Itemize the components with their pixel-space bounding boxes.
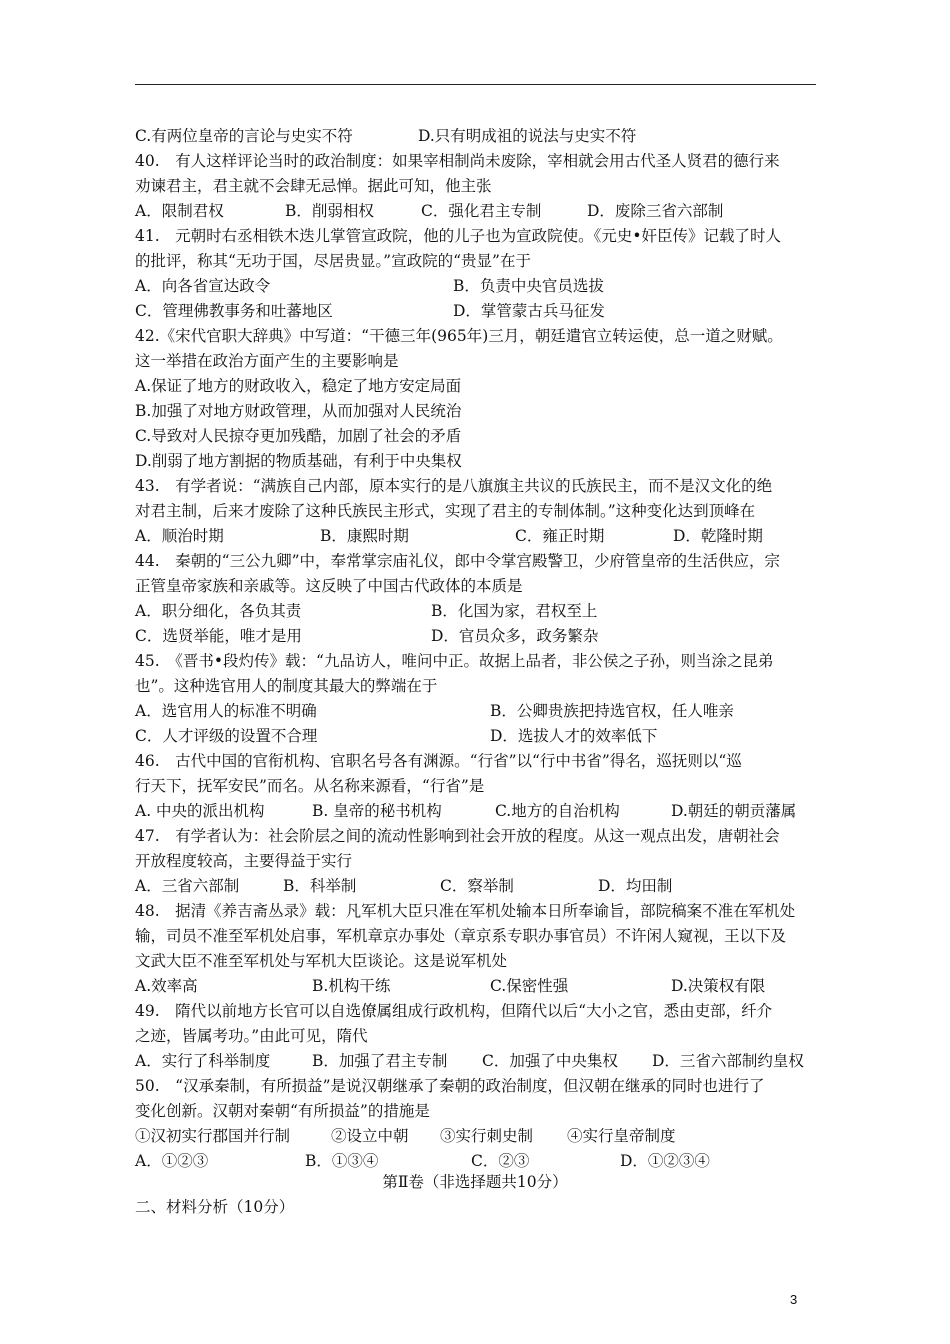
text-line: 47. 有学者认为：社会阶层之间的流动性影响到社会开放的程度。从这一观点出发，唐朝社会 bbox=[135, 827, 780, 845]
answer-option: A．实行了科举制度 bbox=[135, 1052, 271, 1070]
header-rule bbox=[135, 84, 816, 85]
answer-option: ②设立中朝 bbox=[331, 1127, 409, 1145]
answer-option: D.只有明成祖的说法与史实不符 bbox=[418, 127, 637, 145]
answer-option: C．选贤举能，唯才是用 bbox=[135, 627, 302, 645]
answer-option: A．三省六部制 bbox=[135, 877, 240, 895]
text-line: 49. 隋代以前地方长官可以自选僚属组成行政机构，但隋代以后“大小之官，悉由吏部，纤介 bbox=[135, 1002, 773, 1020]
answer-option: ①汉初实行郡国并行制 bbox=[135, 1127, 291, 1145]
answer-option: D．乾隆时期 bbox=[673, 527, 763, 545]
text-line: C.导致对人民掠夺更加残酷，加剧了社会的矛盾 bbox=[135, 427, 462, 445]
answer-option: B．负责中央官员选拔 bbox=[453, 277, 604, 295]
text-line: 46. 古代中国的官衔机构、官职名号各有渊源。“行省”以“行中书省”得名，巡抚则以“巡 bbox=[135, 752, 742, 770]
answer-option: A．①②③ bbox=[135, 1152, 209, 1170]
answer-option: D．掌管蒙古兵马征发 bbox=[453, 302, 605, 320]
answer-option: B．科举制 bbox=[283, 877, 357, 895]
answer-option: B．公卿贵族把持选官权，任人唯亲 bbox=[490, 702, 734, 720]
answer-option: C．人才评级的设置不合理 bbox=[135, 727, 318, 745]
answer-option: C．加强了中央集权 bbox=[482, 1052, 618, 1070]
answer-option: B．加强了君主专制 bbox=[312, 1052, 448, 1070]
answer-option: B.机构干练 bbox=[312, 977, 391, 995]
text-line: 44. 秦朝的“三公九卿”中，奉常掌宗庙礼仪，郎中令掌宫殿警卫，少府管皇帝的生活供应，宗 bbox=[135, 552, 781, 570]
text-line: 50. “汉承秦制，有所损益”是说汉朝继承了秦朝的政治制度，但汉朝在继承的同时也进行了 bbox=[135, 1077, 765, 1095]
text-line: 对君主制，后来才废除了这种氏族民主形式，实现了君主的专制体制。”这种变化达到顶峰在 bbox=[135, 502, 756, 520]
answer-option: D．①②③④ bbox=[620, 1152, 710, 1170]
text-line: 正管皇帝家族和亲戚等。这反映了中国古代政体的本质是 bbox=[135, 577, 523, 595]
answer-option: A．选官用人的标准不明确 bbox=[135, 702, 317, 720]
answer-option: B．①③④ bbox=[305, 1152, 379, 1170]
text-line: 变化创新。汉朝对秦朝“有所损益”的措施是 bbox=[135, 1102, 430, 1120]
answer-option: D．废除三省六部制 bbox=[587, 202, 724, 220]
text-line: 文武大臣不准至军机处与军机大臣谈论。这是说军机处 bbox=[135, 952, 508, 970]
text-line: 劝谏君主，君主就不会肆无忌惮。据此可知，他主张 bbox=[135, 177, 492, 195]
answer-option: ④实行皇帝制度 bbox=[567, 1127, 676, 1145]
answer-option: A．向各省宣达政令 bbox=[135, 277, 271, 295]
answer-option: D．均田制 bbox=[598, 877, 673, 895]
answer-option: D．官员众多，政务繁杂 bbox=[431, 627, 599, 645]
text-line: 40. 有人这样评论当时的政治制度：如果宰相制尚未废除，宰相就会用古代圣人贤君的德行来 bbox=[135, 152, 780, 170]
answer-option: D．选拔人才的效率低下 bbox=[490, 727, 658, 745]
text-line: 42.《宋代官职大辞典》中写道：“干德三年(965年)三月，朝廷遣官立转运使，总一道之财赋。 bbox=[135, 327, 783, 345]
page-number: 3 bbox=[790, 1292, 798, 1307]
answer-option: A.效率高 bbox=[135, 977, 198, 995]
answer-option: C.有两位皇帝的言论与史实不符 bbox=[135, 127, 353, 145]
answer-option: A．顺治时期 bbox=[135, 527, 224, 545]
answer-option: B. 皇帝的秘书机构 bbox=[312, 802, 442, 820]
text-line: 的批评，称其“无功于国，尽居贵显。”宣政院的“贵显”在于 bbox=[135, 252, 531, 270]
answer-option: C．强化君主专制 bbox=[421, 202, 542, 220]
answer-option: A．职分细化，各负其责 bbox=[135, 602, 302, 620]
text-line: B.加强了对地方财政管理，从而加强对人民统治 bbox=[135, 402, 462, 420]
text-line: 41. 元朝时右丞相铁木迭儿掌管宣政院，他的儿子也为宣政院使。《元史•奸臣传》记载了时人 bbox=[135, 227, 782, 245]
text-line: D.削弱了地方割据的物质基础，有利于中央集权 bbox=[135, 452, 462, 470]
answer-option: A. 中央的派出机构 bbox=[135, 802, 265, 820]
text-line: 这一举措在政治方面产生的主要影响是 bbox=[135, 352, 399, 370]
answer-option: B．康熙时期 bbox=[320, 527, 409, 545]
answer-option: B．削弱相权 bbox=[285, 202, 374, 220]
answer-option: D.朝廷的朝贡藩属 bbox=[671, 802, 797, 820]
text-line: 45. 《晋书•段灼传》载：“九品访人，唯问中正。故据上品者，非公侯之子孙，则当涂之昆弟 bbox=[135, 652, 774, 670]
section-heading: 第Ⅱ卷（非选择题共10分） bbox=[382, 1173, 568, 1191]
answer-option: D．三省六部制约皇权 bbox=[652, 1052, 804, 1070]
answer-option: ③实行刺史制 bbox=[440, 1127, 534, 1145]
answer-option: B．化国为家，君权至上 bbox=[431, 602, 598, 620]
answer-option: C．雍正时期 bbox=[515, 527, 605, 545]
text-line: 输，司员不准至军机处启事，军机章京办事处（章京系专职办事官员）不许闲人窥视，王以下及 bbox=[135, 927, 787, 945]
answer-option: C．②③ bbox=[471, 1152, 530, 1170]
section-subheading: 二、材料分析（10分） bbox=[135, 1198, 295, 1216]
text-line: 之迹，皆属考功。”由此可见，隋代 bbox=[135, 1027, 368, 1045]
text-line: 行天下，抚军安民”而名。从名称来源看，“行省”是 bbox=[135, 777, 485, 795]
answer-option: C.地方的自治机构 bbox=[495, 802, 620, 820]
text-line: A.保证了地方的财政收入，稳定了地方安定局面 bbox=[135, 377, 462, 395]
answer-option: D.决策权有限 bbox=[671, 977, 766, 995]
text-line: 也”。这种选官用人的制度其最大的弊端在于 bbox=[135, 677, 438, 695]
answer-option: C．管理佛教事务和吐蕃地区 bbox=[135, 302, 333, 320]
answer-option: C.保密性强 bbox=[490, 977, 569, 995]
text-line: 开放程度较高，主要得益于实行 bbox=[135, 852, 353, 870]
text-line: 48. 据清《养吉斋丛录》载：凡军机大臣只准在军机处输本日所奉谕旨，部院稿案不准在军机处 bbox=[135, 902, 796, 920]
answer-option: A．限制君权 bbox=[135, 202, 224, 220]
answer-option: C．察举制 bbox=[440, 877, 514, 895]
text-line: 43. 有学者说：“满族自己内部，原本实行的是八旗旗主共议的氏族民主，而不是汉文化的绝 bbox=[135, 477, 773, 495]
